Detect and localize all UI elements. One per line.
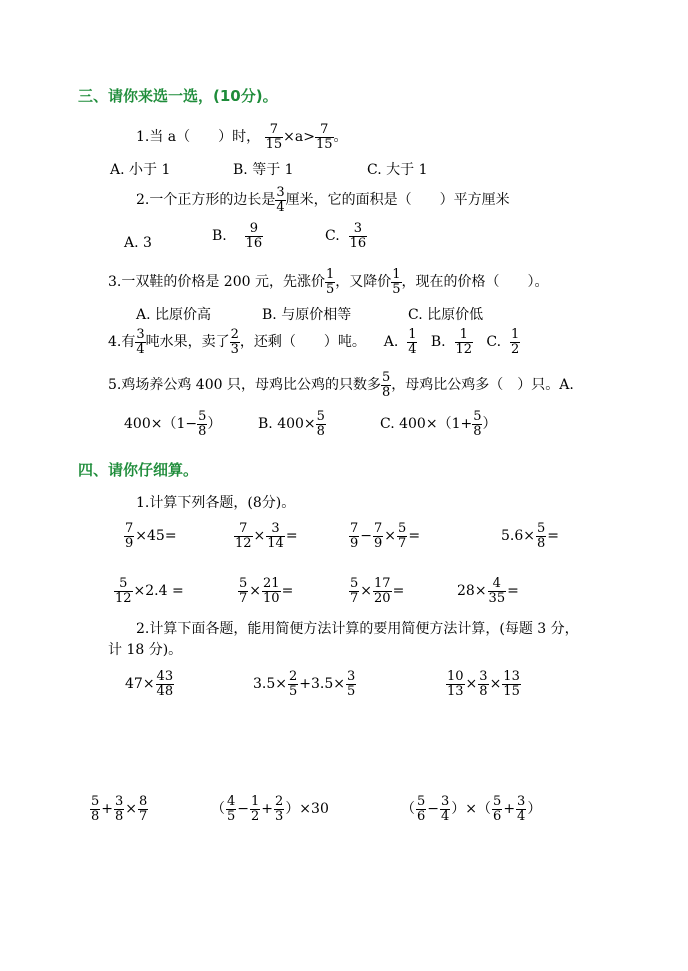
q4-option-a: A.	[383, 334, 399, 351]
part-1-title: 1.计算下列各题，(8分)。	[136, 495, 296, 511]
calc-1-3: $\frac{7}{9}$ − $\frac{7}{9}$ × $\frac{5}{7}$ =	[350, 521, 421, 551]
question-5: 5.鸡场养公鸡 400 只，母鸡比公鸡的只数多 $\frac{5}{8}$ ，母鸡比公鸡多（ ）只。A.	[108, 370, 574, 400]
q3-option-a: A. 比原价高	[136, 307, 212, 323]
q4-option-c: C.	[486, 334, 502, 351]
q1-option-b: B. 等于 1	[233, 162, 294, 178]
q2-option-b: B. $\frac{9}{16}$	[212, 221, 263, 251]
q1-mid: ×a>	[283, 129, 315, 146]
calc-1-4: 5.6× $\frac{5}{8}$ =	[501, 521, 560, 551]
calc-2-1: 47× $\frac{43}{48}$	[125, 669, 174, 699]
q3-option-c: C. 比原价低	[408, 307, 484, 323]
section-4-title: 四、请你仔细算。	[78, 461, 199, 479]
section-3-title: 三、请你来选一选，(10分)。	[78, 87, 278, 105]
q3-option-b: B. 与原价相等	[262, 307, 352, 323]
q1-fraction-2: $\frac{7}{15}$	[315, 122, 333, 152]
q3-fraction-2: $\frac{1}{5}$	[392, 267, 401, 297]
calc-2-6: （ $\frac{5}{6}$ − $\frac{3}{4}$ ）×（ $\frac{5}{6}$ + $\frac{3}{4}$ ）	[401, 794, 542, 824]
calc-1-5: $\frac{5}{12}$ ×2.4 =	[115, 576, 184, 606]
calc-1-7: $\frac{5}{7}$ × $\frac{17}{20}$ =	[350, 576, 405, 606]
question-3: 3.一双鞋的价格是 200 元，先涨价 $\frac{1}{5}$ ，又降价 $\frac{1}{5}$ ，现在的价格（ ）。	[108, 267, 549, 297]
q1-fraction-1: $\frac{7}{15}$	[265, 122, 283, 152]
question-4: 4.有 $\frac{3}{4}$ 吨水果，卖了 $\frac{2}{3}$ ，还剩（ ）吨。 A. $\frac{1}{4}$ B. $\frac{1}{12}$ C. $\frac{1}{2}$	[108, 327, 520, 357]
calc-1-1: $\frac{7}{9}$ ×45=	[125, 521, 177, 551]
q3-fraction-1: $\frac{1}{5}$	[325, 267, 335, 297]
calc-1-2: $\frac{7}{12}$ × $\frac{3}{14}$ =	[235, 521, 298, 551]
calc-2-5: （ $\frac{4}{5}$ − $\frac{1}{2}$ + $\frac{2}{3}$ ）×30	[211, 794, 329, 824]
q5-fraction: $\frac{5}{8}$	[381, 370, 391, 400]
q5-option-b: B. 400× $\frac{5}{8}$	[258, 409, 325, 439]
q1-option-a: A. 小于 1	[110, 162, 171, 178]
calc-2-2: 3.5× $\frac{2}{5}$ +3.5× $\frac{3}{5}$	[253, 669, 356, 699]
q4-fraction-2: $\frac{2}{3}$	[230, 327, 239, 357]
q2-option-a: A. 3	[124, 235, 152, 251]
calc-1-6: $\frac{5}{7}$ × $\frac{21}{10}$ =	[239, 576, 294, 606]
calc-2-3: $\frac{10}{13}$ × $\frac{3}{8}$ × $\frac{13}{15}$	[447, 669, 520, 699]
calc-1-8: 28× $\frac{4}{35}$ =	[457, 576, 519, 606]
q1-prefix: 1.当 a（ ）时，	[136, 129, 261, 146]
q2-fraction: $\frac{3}{4}$	[276, 185, 285, 215]
question-2: 2.一个正方形的边长是 $\frac{3}{4}$ 厘米，它的面积是（ ）平方厘米	[136, 185, 510, 215]
part-2-title-line-2: 计 18 分)。	[108, 642, 183, 658]
calc-2-4: $\frac{5}{8}$ + $\frac{3}{8}$ × $\frac{8}{7}$	[91, 794, 148, 824]
q5-option-a: 400×（1− $\frac{5}{8}$ ）	[124, 409, 222, 439]
q2-option-c: C. $\frac{3}{16}$	[325, 221, 367, 251]
q4-fraction-1: $\frac{3}{4}$	[136, 327, 145, 357]
question-1: 1.当 a（ ）时， $\frac{7}{15}$ ×a> $\frac{7}{15}$ 。	[136, 122, 348, 152]
q5-option-c: C. 400×（1+ $\frac{5}{8}$ ）	[380, 409, 497, 439]
q4-option-b: B.	[430, 334, 446, 351]
q1-option-c: C. 大于 1	[367, 162, 428, 178]
part-2-title-line-1: 2.计算下面各题，能用简便方法计算的要用简便方法计算，(每题 3 分，	[136, 621, 579, 637]
